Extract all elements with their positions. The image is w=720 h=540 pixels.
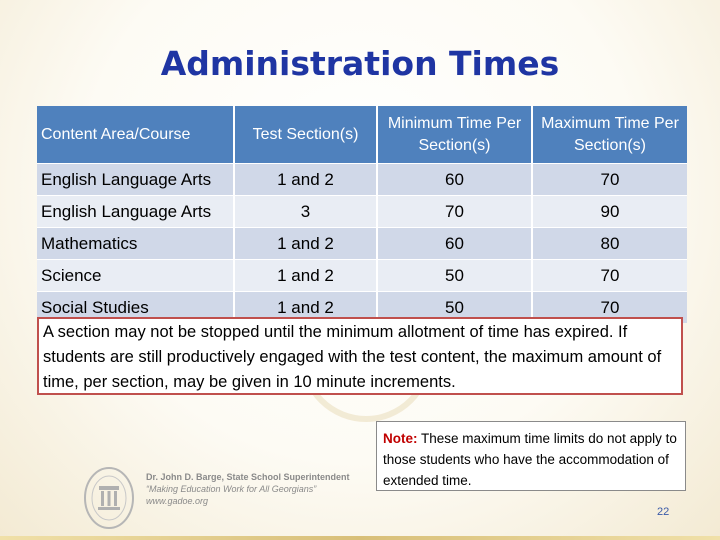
cell-minimum-time: 50 [377,292,532,324]
footer-website-link[interactable]: www.gadoe.org [146,496,209,506]
table-row [37,196,687,228]
slide-title: Administration Times [160,44,560,83]
cell-test-section: 1 and 2 [234,228,377,260]
cell-content-area: Science [37,260,234,292]
footer-superintendent-block [146,471,350,507]
cell-maximum-time: 70 [532,260,687,292]
cell-content-area: English Language Arts [37,196,234,228]
footer-superintendent: Dr. John D. Barge, State School Superintendent [146,472,350,482]
table-header-row [37,106,687,164]
cell-minimum-time: 60 [377,164,532,196]
cell-test-section: 1 and 2 [234,292,377,324]
bottom-divider [0,536,720,540]
note-label: Note: [383,431,418,446]
cell-maximum-time: 70 [532,164,687,196]
cell-test-section: 3 [234,196,377,228]
cell-test-section: 1 and 2 [234,260,377,292]
footer-motto: “Making Education Work for All Georgians” [146,484,317,494]
header-content-area: Content Area/Course [37,106,234,164]
page-number: 22 [657,506,670,518]
cell-minimum-time: 70 [377,196,532,228]
cell-minimum-time: 50 [377,260,532,292]
administration-times-table [37,106,687,323]
cell-maximum-time: 70 [532,292,687,324]
cell-content-area: English Language Arts [37,164,234,196]
cell-maximum-time: 80 [532,228,687,260]
minimum-time-notice: A section may not be stopped until the minimum allotment of time has expired. If students are still productively engaged with the test content, the maximum amount of time, per section, may be given in 10 minute increments. [37,317,683,395]
extended-time-note [376,421,686,491]
table-row [37,164,687,196]
note-text: These maximum time limits do not apply to those students who have the accommodation of extended time. [383,431,677,488]
cell-content-area: Mathematics [37,228,234,260]
header-maximum-time: Maximum Time Per Section(s) [532,106,687,164]
header-test-section: Test Section(s) [234,106,377,164]
cell-test-section: 1 and 2 [234,164,377,196]
table-row [37,228,687,260]
table-row [37,260,687,292]
cell-maximum-time: 90 [532,196,687,228]
georgia-doe-seal-icon [83,466,135,530]
cell-minimum-time: 60 [377,228,532,260]
cell-content-area: Social Studies [37,292,234,324]
header-minimum-time: Minimum Time Per Section(s) [377,106,532,164]
